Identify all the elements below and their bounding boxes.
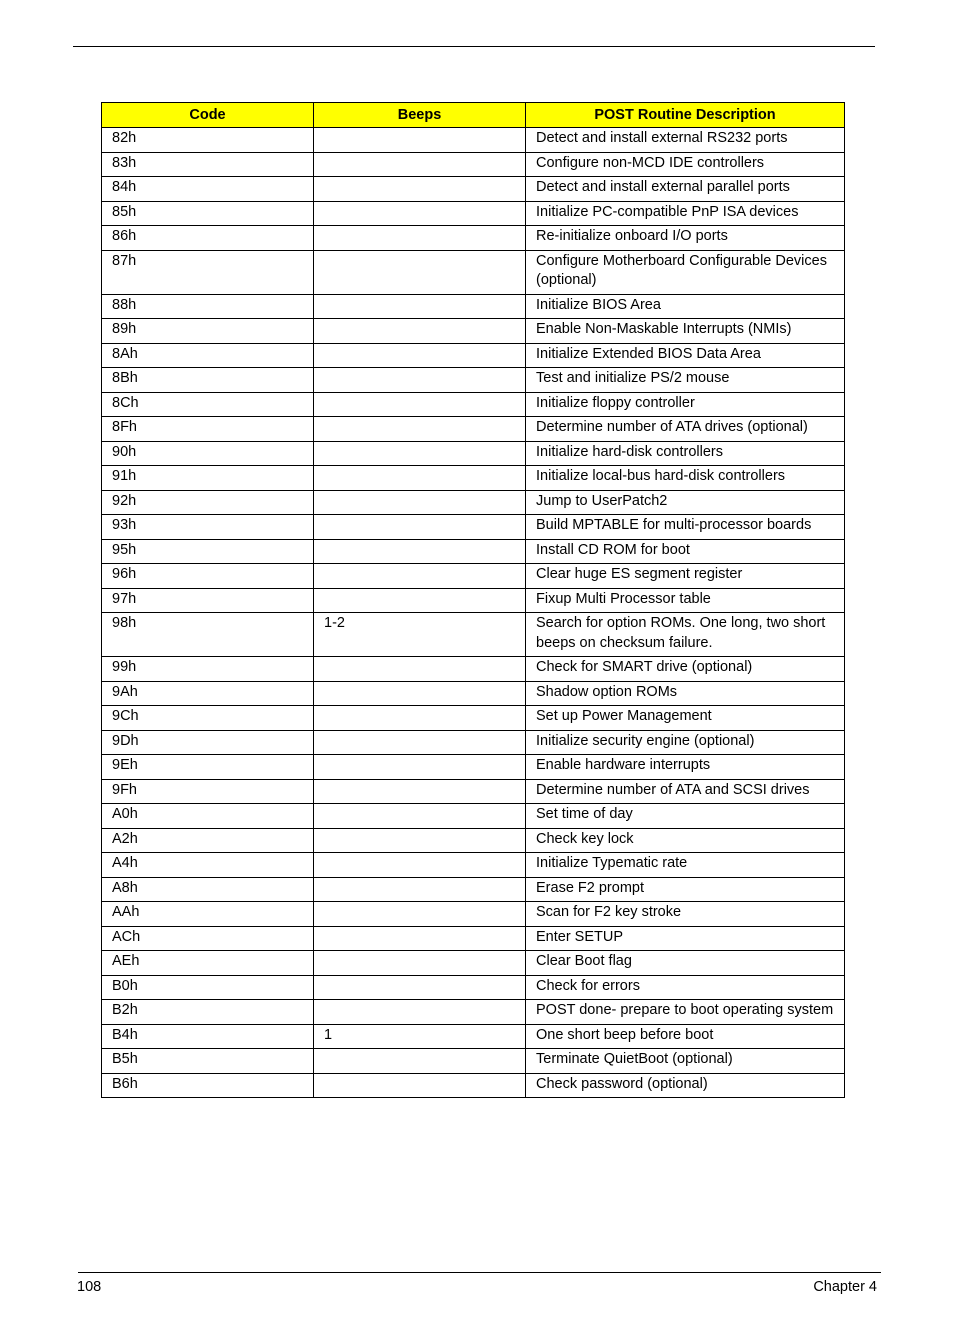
table-row — [102, 392, 845, 417]
table-row — [102, 417, 845, 442]
table-row — [102, 1049, 845, 1074]
beeps-cell — [314, 706, 526, 731]
code-cell: A4h — [102, 853, 314, 878]
code-cell: B5h — [102, 1049, 314, 1074]
beeps-cell — [314, 755, 526, 780]
code-cell: 87h — [102, 250, 314, 294]
description-cell: Check key lock — [526, 828, 845, 853]
code-cell: 98h — [102, 613, 314, 657]
beeps-cell — [314, 539, 526, 564]
code-cell: A8h — [102, 877, 314, 902]
code-cell: AEh — [102, 951, 314, 976]
beeps-cell — [314, 1000, 526, 1025]
code-cell: 84h — [102, 177, 314, 202]
code-cell: B0h — [102, 975, 314, 1000]
description-cell: Detect and install external RS232 ports — [526, 128, 845, 153]
page-number: 108 — [77, 1279, 102, 1295]
beeps-cell — [314, 877, 526, 902]
table-row — [102, 441, 845, 466]
code-cell: 93h — [102, 515, 314, 540]
table-row — [102, 1000, 845, 1025]
description-cell: Re-initialize onboard I/O ports — [526, 226, 845, 251]
description-cell: Enable hardware interrupts — [526, 755, 845, 780]
table-row — [102, 588, 845, 613]
description-cell: Initialize hard-disk controllers — [526, 441, 845, 466]
table-row — [102, 975, 845, 1000]
beeps-cell: 1 — [314, 1024, 526, 1049]
column-header-beeps: Beeps — [314, 103, 526, 128]
beeps-cell — [314, 152, 526, 177]
description-cell: Configure Motherboard Configurable Devices (optional) — [526, 250, 845, 294]
code-cell: 9Eh — [102, 755, 314, 780]
header-rule — [73, 46, 875, 47]
footer-rule — [78, 1272, 881, 1273]
column-header-description: POST Routine Description — [526, 103, 845, 128]
description-cell: Initialize PC-compatible PnP ISA devices — [526, 201, 845, 226]
beeps-cell — [314, 926, 526, 951]
description-cell: Erase F2 prompt — [526, 877, 845, 902]
description-cell: Configure non-MCD IDE controllers — [526, 152, 845, 177]
description-cell: Fixup Multi Processor table — [526, 588, 845, 613]
table-row — [102, 515, 845, 540]
description-cell: Check password (optional) — [526, 1073, 845, 1098]
beeps-cell — [314, 730, 526, 755]
description-cell: Initialize floppy controller — [526, 392, 845, 417]
table-row — [102, 226, 845, 251]
beeps-cell: 1-2 — [314, 613, 526, 657]
description-cell: Scan for F2 key stroke — [526, 902, 845, 927]
beeps-cell — [314, 128, 526, 153]
beeps-cell — [314, 392, 526, 417]
description-cell: Clear Boot flag — [526, 951, 845, 976]
description-cell: Build MPTABLE for multi-processor boards — [526, 515, 845, 540]
beeps-cell — [314, 294, 526, 319]
beeps-cell — [314, 226, 526, 251]
description-cell: Clear huge ES segment register — [526, 564, 845, 589]
beeps-cell — [314, 490, 526, 515]
description-cell: Install CD ROM for boot — [526, 539, 845, 564]
description-cell: Enter SETUP — [526, 926, 845, 951]
code-cell: 90h — [102, 441, 314, 466]
description-cell: Enable Non-Maskable Interrupts (NMIs) — [526, 319, 845, 344]
table-row — [102, 706, 845, 731]
description-cell: Search for option ROMs. One long, two short beeps on checksum failure. — [526, 613, 845, 657]
table-row — [102, 613, 845, 657]
beeps-cell — [314, 250, 526, 294]
table-row — [102, 368, 845, 393]
beeps-cell — [314, 564, 526, 589]
beeps-cell — [314, 515, 526, 540]
table-row — [102, 343, 845, 368]
post-code-table — [101, 102, 845, 1098]
table-row — [102, 201, 845, 226]
code-cell: 85h — [102, 201, 314, 226]
description-cell: Initialize Typematic rate — [526, 853, 845, 878]
description-cell: Initialize BIOS Area — [526, 294, 845, 319]
beeps-cell — [314, 368, 526, 393]
beeps-cell — [314, 779, 526, 804]
table-row — [102, 564, 845, 589]
table-header-row — [102, 103, 845, 128]
code-cell: 9Ah — [102, 681, 314, 706]
beeps-cell — [314, 902, 526, 927]
table-body — [102, 128, 845, 1098]
code-cell: 8Fh — [102, 417, 314, 442]
beeps-cell — [314, 588, 526, 613]
beeps-cell — [314, 343, 526, 368]
table-row — [102, 926, 845, 951]
code-cell: B6h — [102, 1073, 314, 1098]
code-cell: 92h — [102, 490, 314, 515]
description-cell: Test and initialize PS/2 mouse — [526, 368, 845, 393]
beeps-cell — [314, 681, 526, 706]
code-cell: 89h — [102, 319, 314, 344]
table-row — [102, 804, 845, 829]
beeps-cell — [314, 975, 526, 1000]
beeps-cell — [314, 201, 526, 226]
beeps-cell — [314, 319, 526, 344]
table-row — [102, 1024, 845, 1049]
table-row — [102, 657, 845, 682]
table-row — [102, 853, 845, 878]
description-cell: Initialize security engine (optional) — [526, 730, 845, 755]
code-cell: 96h — [102, 564, 314, 589]
beeps-cell — [314, 441, 526, 466]
beeps-cell — [314, 417, 526, 442]
table-row — [102, 828, 845, 853]
beeps-cell — [314, 1073, 526, 1098]
description-cell: Terminate QuietBoot (optional) — [526, 1049, 845, 1074]
table-row — [102, 250, 845, 294]
code-cell: ACh — [102, 926, 314, 951]
table-row — [102, 1073, 845, 1098]
table-row — [102, 877, 845, 902]
beeps-cell — [314, 466, 526, 491]
description-cell: Check for errors — [526, 975, 845, 1000]
table-row — [102, 730, 845, 755]
description-cell: Determine number of ATA and SCSI drives — [526, 779, 845, 804]
beeps-cell — [314, 853, 526, 878]
description-cell: Determine number of ATA drives (optional) — [526, 417, 845, 442]
description-cell: POST done- prepare to boot operating system — [526, 1000, 845, 1025]
beeps-cell — [314, 804, 526, 829]
description-cell: Jump to UserPatch2 — [526, 490, 845, 515]
description-cell: Initialize local-bus hard-disk controllers — [526, 466, 845, 491]
code-cell: 86h — [102, 226, 314, 251]
beeps-cell — [314, 177, 526, 202]
beeps-cell — [314, 657, 526, 682]
code-cell: 8Ah — [102, 343, 314, 368]
table-row — [102, 779, 845, 804]
description-cell: Shadow option ROMs — [526, 681, 845, 706]
code-cell: 88h — [102, 294, 314, 319]
table-row — [102, 902, 845, 927]
description-cell: Set up Power Management — [526, 706, 845, 731]
code-cell: 83h — [102, 152, 314, 177]
table-row — [102, 539, 845, 564]
code-cell: 8Bh — [102, 368, 314, 393]
table-row — [102, 319, 845, 344]
code-cell: 9Ch — [102, 706, 314, 731]
code-cell: 82h — [102, 128, 314, 153]
code-cell: 8Ch — [102, 392, 314, 417]
table-row — [102, 490, 845, 515]
table-row — [102, 755, 845, 780]
chapter-label: Chapter 4 — [813, 1279, 877, 1295]
description-cell: Initialize Extended BIOS Data Area — [526, 343, 845, 368]
column-header-code: Code — [102, 103, 314, 128]
code-cell: AAh — [102, 902, 314, 927]
code-cell: 9Fh — [102, 779, 314, 804]
code-cell: 97h — [102, 588, 314, 613]
code-cell: 91h — [102, 466, 314, 491]
code-cell: 9Dh — [102, 730, 314, 755]
code-cell: A0h — [102, 804, 314, 829]
table-row — [102, 466, 845, 491]
description-cell: One short beep before boot — [526, 1024, 845, 1049]
description-cell: Detect and install external parallel ports — [526, 177, 845, 202]
code-cell: B4h — [102, 1024, 314, 1049]
code-cell: 95h — [102, 539, 314, 564]
code-cell: 99h — [102, 657, 314, 682]
code-cell: A2h — [102, 828, 314, 853]
beeps-cell — [314, 951, 526, 976]
description-cell: Check for SMART drive (optional) — [526, 657, 845, 682]
table-row — [102, 951, 845, 976]
table-row — [102, 681, 845, 706]
table-row — [102, 152, 845, 177]
code-cell: B2h — [102, 1000, 314, 1025]
table-row — [102, 177, 845, 202]
table-row — [102, 294, 845, 319]
beeps-cell — [314, 1049, 526, 1074]
beeps-cell — [314, 828, 526, 853]
table-row — [102, 128, 845, 153]
description-cell: Set time of day — [526, 804, 845, 829]
